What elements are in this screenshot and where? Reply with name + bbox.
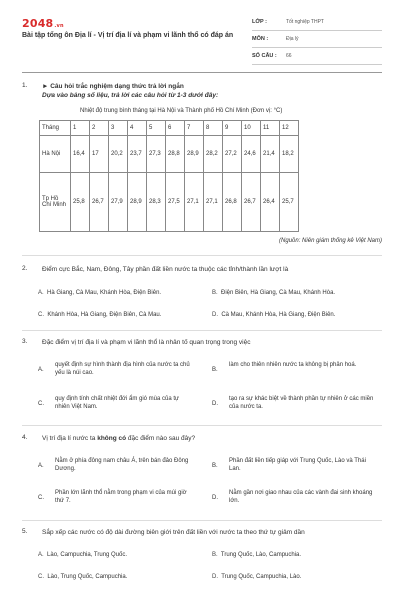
option-c-text: quy định tính chất nhiệt đới ẩm gió mùa của tự nhiên Việt Nam. [55, 396, 180, 410]
table-cell: 28,8 [166, 136, 185, 173]
option-b-letter[interactable]: B. [212, 367, 218, 373]
option-b-text: làm cho thiên nhiên nước ta không bị phân hoá. [229, 362, 357, 368]
table-cell: 25,7 [280, 173, 299, 232]
option-d-text: tạo ra sự khác biệt về thành phần tự nhiên ở các miền của nước ta. [229, 396, 374, 410]
option-text: Trung Quốc, Campuchia, Lào. [221, 574, 302, 580]
meta-value: Địa lý [286, 36, 299, 42]
option-a[interactable] [38, 551, 127, 559]
table-cell: 24,6 [242, 136, 261, 173]
option-text: Khánh Hòa, Hà Giang, Điện Biên, Cà Mau. [47, 312, 162, 318]
table-cell: 5 [147, 121, 166, 136]
meta-box [252, 14, 382, 65]
table-cell: 11 [261, 121, 280, 136]
table-cell: 18,2 [280, 136, 299, 173]
option-letter: D. [212, 574, 218, 580]
table-source: (Nguồn: Niên giám thống kê Việt Nam) [279, 238, 382, 244]
option-text: Trung Quốc, Lào, Campuchia. [220, 552, 302, 558]
instruction-text: Dựa vào bảng số liệu, trả lời các câu hỏi từ 1-3 dưới đây: [42, 92, 219, 99]
logo-tld: .vn [54, 23, 64, 29]
option-a-text: quyết định sự hình thành địa hình của nước ta chủ yếu là núi cao. [55, 362, 190, 376]
table-cell: 21,4 [261, 136, 280, 173]
option-d-letter[interactable]: D. [212, 401, 218, 407]
question-text: Đặc điểm vị trí địa lí và phạm vi lãnh thổ là nhân tố quan trọng trong việc [42, 339, 251, 346]
meta-value: 66 [286, 53, 292, 59]
option-c-letter[interactable]: C. [38, 495, 44, 501]
table-cell: Hà Nội [40, 136, 71, 173]
table-cell: 1 [71, 121, 90, 136]
table-cell: 7 [185, 121, 204, 136]
table-cell: 26,4 [261, 173, 280, 232]
table-cell: 16,4 [71, 136, 90, 173]
option-letter: A. [38, 552, 44, 558]
option-a-text: Nằm ở phía đông nam châu Á, trên bán đảo Đông Dương. [55, 458, 189, 472]
question-number: 4. [22, 434, 28, 441]
option-b[interactable] [212, 289, 335, 297]
option-text: Điện Biên, Hà Giang, Cà Mau, Khánh Hòa. [221, 290, 336, 296]
question-number: 3. [22, 338, 28, 345]
option-b-letter[interactable]: B. [212, 463, 218, 469]
question-divider [22, 255, 382, 256]
temperature-table [39, 120, 299, 232]
table-cell: 12 [280, 121, 299, 136]
table-cell: 2 [90, 121, 109, 136]
meta-row-count [252, 48, 382, 65]
question-text: Điểm cực Bắc, Nam, Đông, Tây phần đất liền nước ta thuộc các tỉnh/thành lần lượt là [42, 266, 289, 273]
option-d[interactable] [212, 311, 335, 319]
site-logo[interactable] [22, 17, 64, 30]
option-d[interactable] [212, 573, 301, 581]
table-row [40, 173, 299, 232]
meta-key: MÔN : [252, 36, 269, 42]
question-text-emphasis: không có [97, 435, 127, 442]
table-cell: Tp Hồ Chí Minh [40, 173, 71, 232]
option-c-text: Phần lớn lãnh thổ nằm trong phạm vi của múi giờ thứ 7. [55, 490, 187, 504]
table-cell: 10 [242, 121, 261, 136]
meta-row-subject [252, 31, 382, 48]
question-text-pre: Vị trí địa lí nước ta [42, 435, 98, 442]
option-text: Lào, Campuchia, Trung Quốc. [47, 552, 128, 558]
option-letter: C. [38, 574, 44, 580]
table-cell: 8 [204, 121, 223, 136]
table-cell: 28,9 [185, 136, 204, 173]
option-letter: D. [212, 312, 218, 318]
option-letter: A. [38, 290, 44, 296]
table-caption: Nhiệt độ trung bình tháng tại Hà Nội và Thành phố Hồ Chí Minh (Đơn vị: °C) [80, 108, 283, 114]
question-divider [22, 330, 382, 331]
option-a-letter[interactable]: A. [38, 463, 44, 469]
table-cell: 17 [90, 136, 109, 173]
table-cell: 26,8 [223, 173, 242, 232]
header-divider [22, 72, 382, 73]
table-row [40, 136, 299, 173]
logo-text: 2048 [22, 17, 54, 30]
page-title: Bài tập tổng ôn Địa lí - Vị trí địa lí và phạm vi lãnh thổ có đáp án [22, 32, 234, 39]
option-b[interactable] [212, 551, 301, 559]
option-a-letter[interactable]: A. [38, 367, 44, 373]
option-c[interactable] [38, 573, 127, 581]
table-cell: 6 [166, 121, 185, 136]
table-cell: 20,2 [109, 136, 128, 173]
question-divider [22, 520, 382, 521]
option-a[interactable] [38, 289, 161, 297]
question-heading [42, 82, 382, 100]
option-c[interactable] [38, 311, 161, 319]
option-text: Hà Giang, Cà Mau, Khánh Hòa, Điện Biên. [47, 290, 162, 296]
table-cell: 26,7 [90, 173, 109, 232]
table-cell: 27,2 [223, 136, 242, 173]
table-cell: Tháng [40, 121, 71, 136]
question-divider [22, 425, 382, 426]
option-d-letter[interactable]: D. [212, 495, 218, 501]
section-heading: ► Câu hỏi trắc nghiệm dạng thức trả lời ngắn [42, 83, 184, 90]
table-cell: 23,7 [128, 136, 147, 173]
option-d-text: Nằm gần nơi giao nhau của các vành đai sinh khoáng lớn. [229, 490, 373, 504]
table-cell: 27,1 [185, 173, 204, 232]
option-letter: B. [212, 290, 218, 296]
question-number: 5. [22, 528, 28, 535]
option-b-text: Phần đất liền tiếp giáp với Trung Quốc, Lào và Thái Lan. [229, 458, 366, 472]
option-text: Cà Mau, Khánh Hòa, Hà Giang, Điện Biên. [221, 312, 336, 318]
table-cell: 27,3 [147, 136, 166, 173]
question-number: 2. [22, 265, 28, 272]
question-text: Sắp xếp các nước có độ dài đường biên giới trên đất liền với nước ta theo thứ tự giảm dần [42, 529, 305, 536]
table-cell: 25,8 [71, 173, 90, 232]
meta-row-class [252, 14, 382, 31]
table-cell: 26,7 [242, 173, 261, 232]
meta-value: Tốt nghiệp THPT [286, 19, 324, 25]
option-text: Lào, Trung Quốc, Campuchia. [47, 574, 128, 580]
question-text [42, 434, 382, 443]
table-cell: 27,5 [166, 173, 185, 232]
table-cell: 9 [223, 121, 242, 136]
table-header-row [40, 121, 299, 136]
table-cell: 27,9 [109, 173, 128, 232]
option-c-letter[interactable]: C. [38, 401, 44, 407]
meta-key: LỚP : [252, 19, 267, 25]
table-cell: 28,9 [128, 173, 147, 232]
option-letter: C. [38, 312, 44, 318]
meta-key: SỐ CÂU : [252, 53, 277, 59]
table-cell: 28,2 [204, 136, 223, 173]
question-number: 1. [22, 82, 28, 89]
table-cell: 28,3 [147, 173, 166, 232]
question-text-post: đặc điểm nào sau đây? [126, 435, 196, 442]
table-cell: 4 [128, 121, 147, 136]
table-cell: 3 [109, 121, 128, 136]
option-letter: B. [212, 552, 218, 558]
table-cell: 27,1 [204, 173, 223, 232]
